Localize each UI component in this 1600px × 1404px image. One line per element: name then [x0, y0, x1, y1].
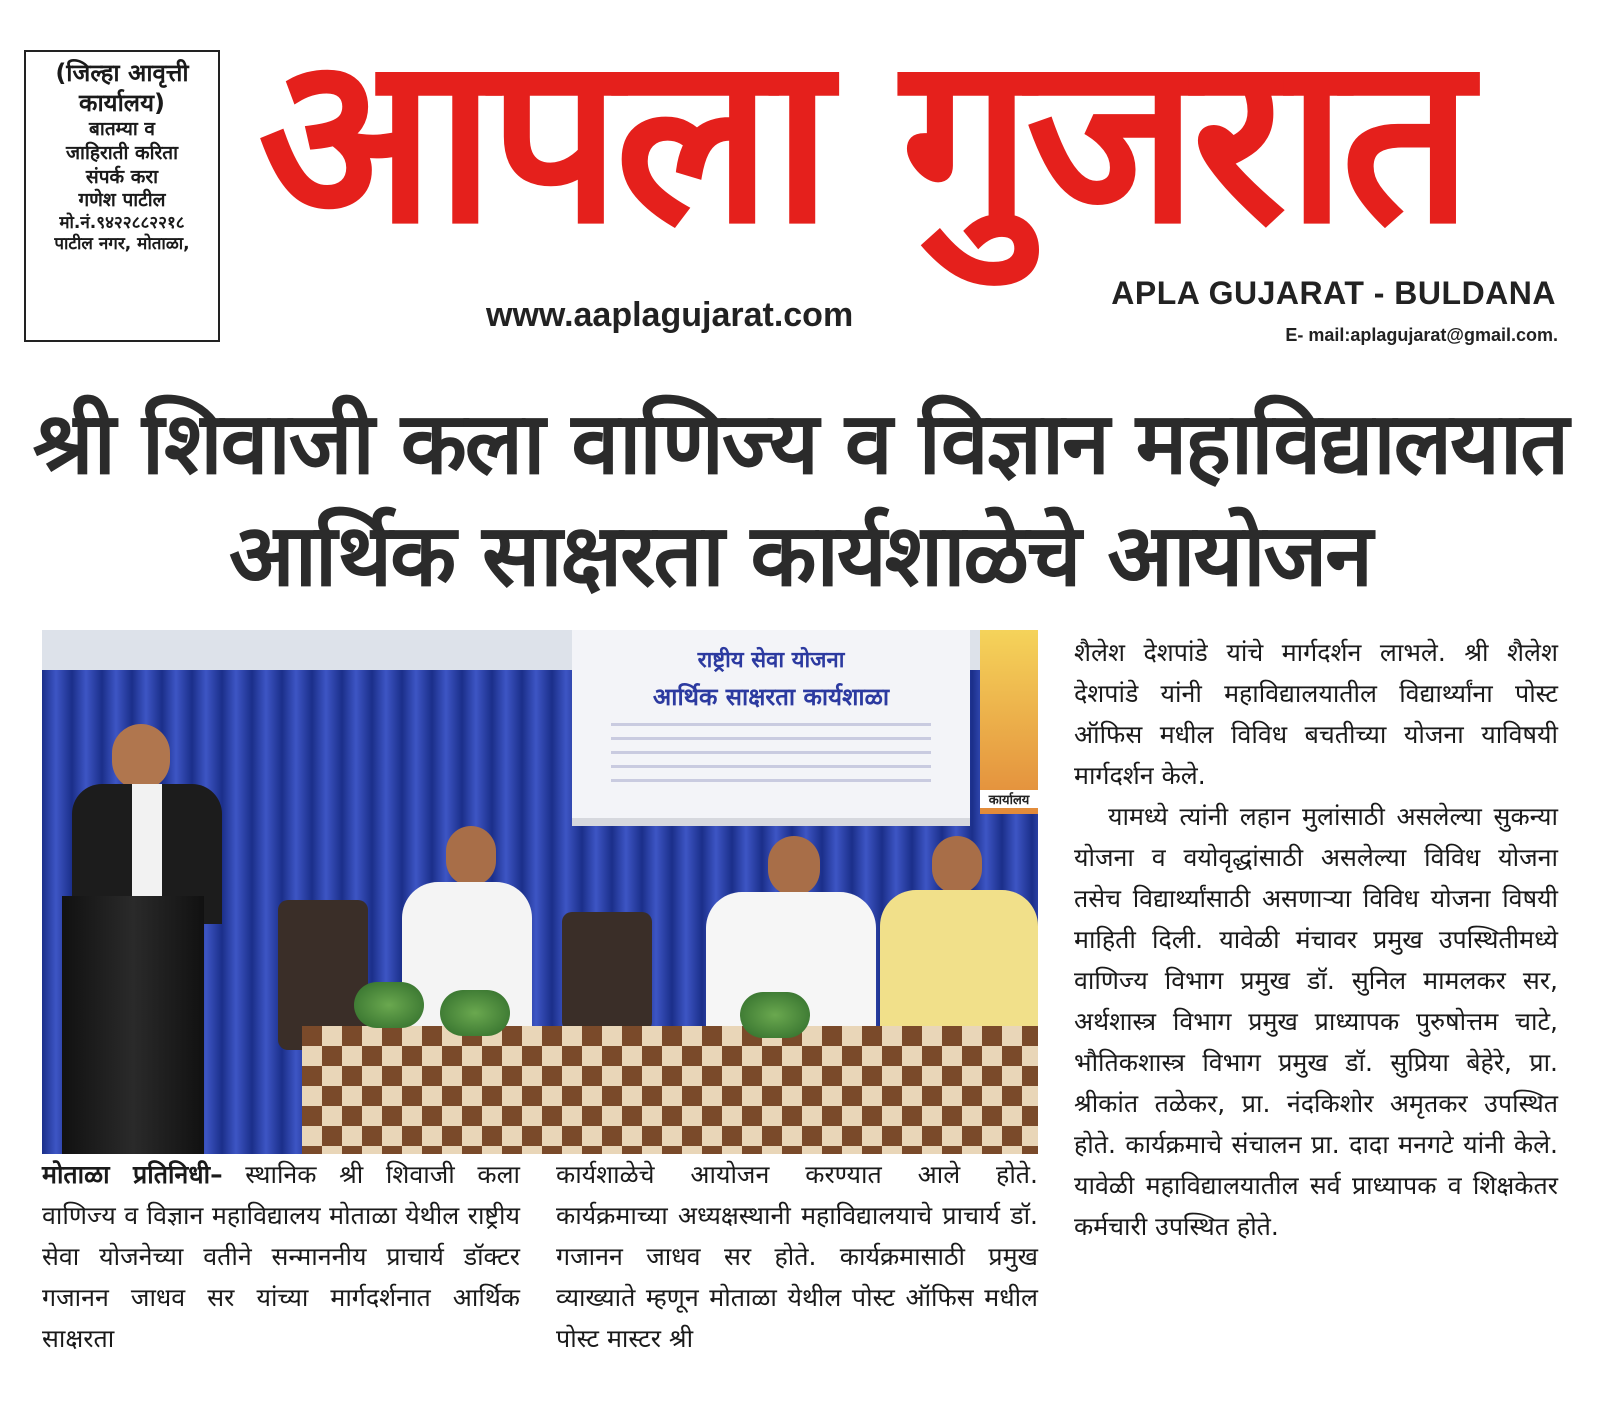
contact-box-title: (जिल्हा आवृत्ती कार्यालय) [55, 59, 189, 117]
contact-address: पाटील नगर, मोताळा, [54, 234, 190, 255]
masthead-title: आपला गुजरात [258, 5, 1468, 275]
article-column-1 [42, 1154, 520, 1359]
bouquet [740, 992, 810, 1038]
edition-label: APLA GUJARAT - BULDANA [1111, 275, 1556, 311]
event-photo [42, 630, 1038, 1154]
website-link[interactable]: www.aaplagujarat.com [486, 296, 854, 334]
chair [562, 912, 652, 1032]
speaker-figure [58, 724, 228, 914]
contact-box [24, 50, 220, 342]
guest-head [446, 826, 496, 886]
contact-phone: मो.नं.९४२२८८२२१८ [59, 213, 185, 233]
poster-label: कार्यालय [980, 790, 1038, 808]
speaker-head [112, 724, 170, 790]
article-text: कार्यशाळेचे आयोजन करण्यात आले होते. कार्यक्रमाच्या अध्यक्षस्थानी महाविद्यालयाचे प्राचार्य डॉ. गजानन जाधव सर होते. कार्यक्रमासाठी प्रमुख व्याख्याते म्हणून मोताळा येथील पोस्ट ऑफिस मधील पोस्ट मास्टर श्री [556, 1160, 1038, 1353]
screen-text-lines [611, 723, 931, 783]
article-dateline: मोताळा प्रतिनिधी– [42, 1160, 223, 1189]
stage-table [302, 1026, 1038, 1154]
article-column-3 [1074, 632, 1558, 1247]
article-text: स्थानिक श्री शिवाजी कला वाणिज्य व विज्ञान महाविद्यालय मोताळा येथील राष्ट्रीय सेवा योजनेच्या वतीने सन्माननीय प्राचार्य डॉक्टर गजानन जाधव सर यांच्या मार्गदर्शनात आर्थिक साक्षरता [42, 1160, 520, 1353]
guest-head [932, 836, 982, 894]
contact-line: बातम्या व [89, 118, 155, 140]
guest-figure [880, 836, 1038, 1036]
contact-name: गणेश पाटील [78, 189, 166, 212]
article-paragraph: शैलेश देशपांडे यांचे मार्गदर्शन लाभले. श्री शैलेश देशपांडे यांनी महाविद्यालयातील विद्यार्थ्यांना पोस्ट ऑफिस मधील विविध बचतीच्या योजना याविषयी मार्गदर्शन केले. [1074, 638, 1558, 790]
screen-line-1: राष्ट्रीय सेवा योजना [697, 648, 845, 673]
projector-screen [572, 630, 970, 826]
bouquet [440, 990, 510, 1036]
article-paragraph: यामध्ये त्यांनी लहान मुलांसाठी असलेल्या सुकन्या योजना व वयोवृद्धांसाठी असलेल्या विविध योजना तसेच विद्यार्थ्यांसाठी असणाऱ्या विविध योजना विषयी माहिती दिली. यावेळी मंचावर प्रमुख उपस्थितीमध्ये वाणिज्य विभाग प्रमुख डॉ. सुनिल मामलकर सर, अर्थशास्त्र विभाग प्रमुख प्राध्यापक पुरुषोत्तम चाटे, भौतिकशास्त्र विभाग प्रमुख डॉ. सुप्रिया बेहेरे, प्रा. श्रीकांत तळेकर, प्रा. नंदकिशोर अमृतकर उपस्थित होते. कार्यक्रमाचे संचालन प्रा. दादा मनगटे यांनी केले. यावेळी महाविद्यालयातील सर्व प्राध्यापक व शिक्षकेतर कर्मचारी उपस्थित होते. [1074, 802, 1558, 1241]
headline [0, 388, 1600, 612]
headline-line-2: आर्थिक साक्षरता कार्यशाळेचे आयोजन [228, 506, 1372, 606]
wall-poster [980, 630, 1038, 814]
screen-line-2: आर्थिक साक्षरता कार्यशाळा [652, 683, 890, 711]
email-address[interactable]: E- mail:aplagujarat@gmail.com. [1285, 325, 1558, 345]
bouquet [354, 982, 424, 1028]
guest-body [880, 890, 1038, 1040]
contact-line: संपर्क करा [85, 165, 159, 188]
article-column-2 [556, 1154, 1038, 1359]
podium [62, 896, 204, 1154]
contact-line: जाहिराती करिता [65, 141, 179, 164]
guest-head [768, 836, 820, 896]
headline-line-1: श्री शिवाजी कला वाणिज्य व विज्ञान महाविद्यालयात [32, 394, 1568, 494]
